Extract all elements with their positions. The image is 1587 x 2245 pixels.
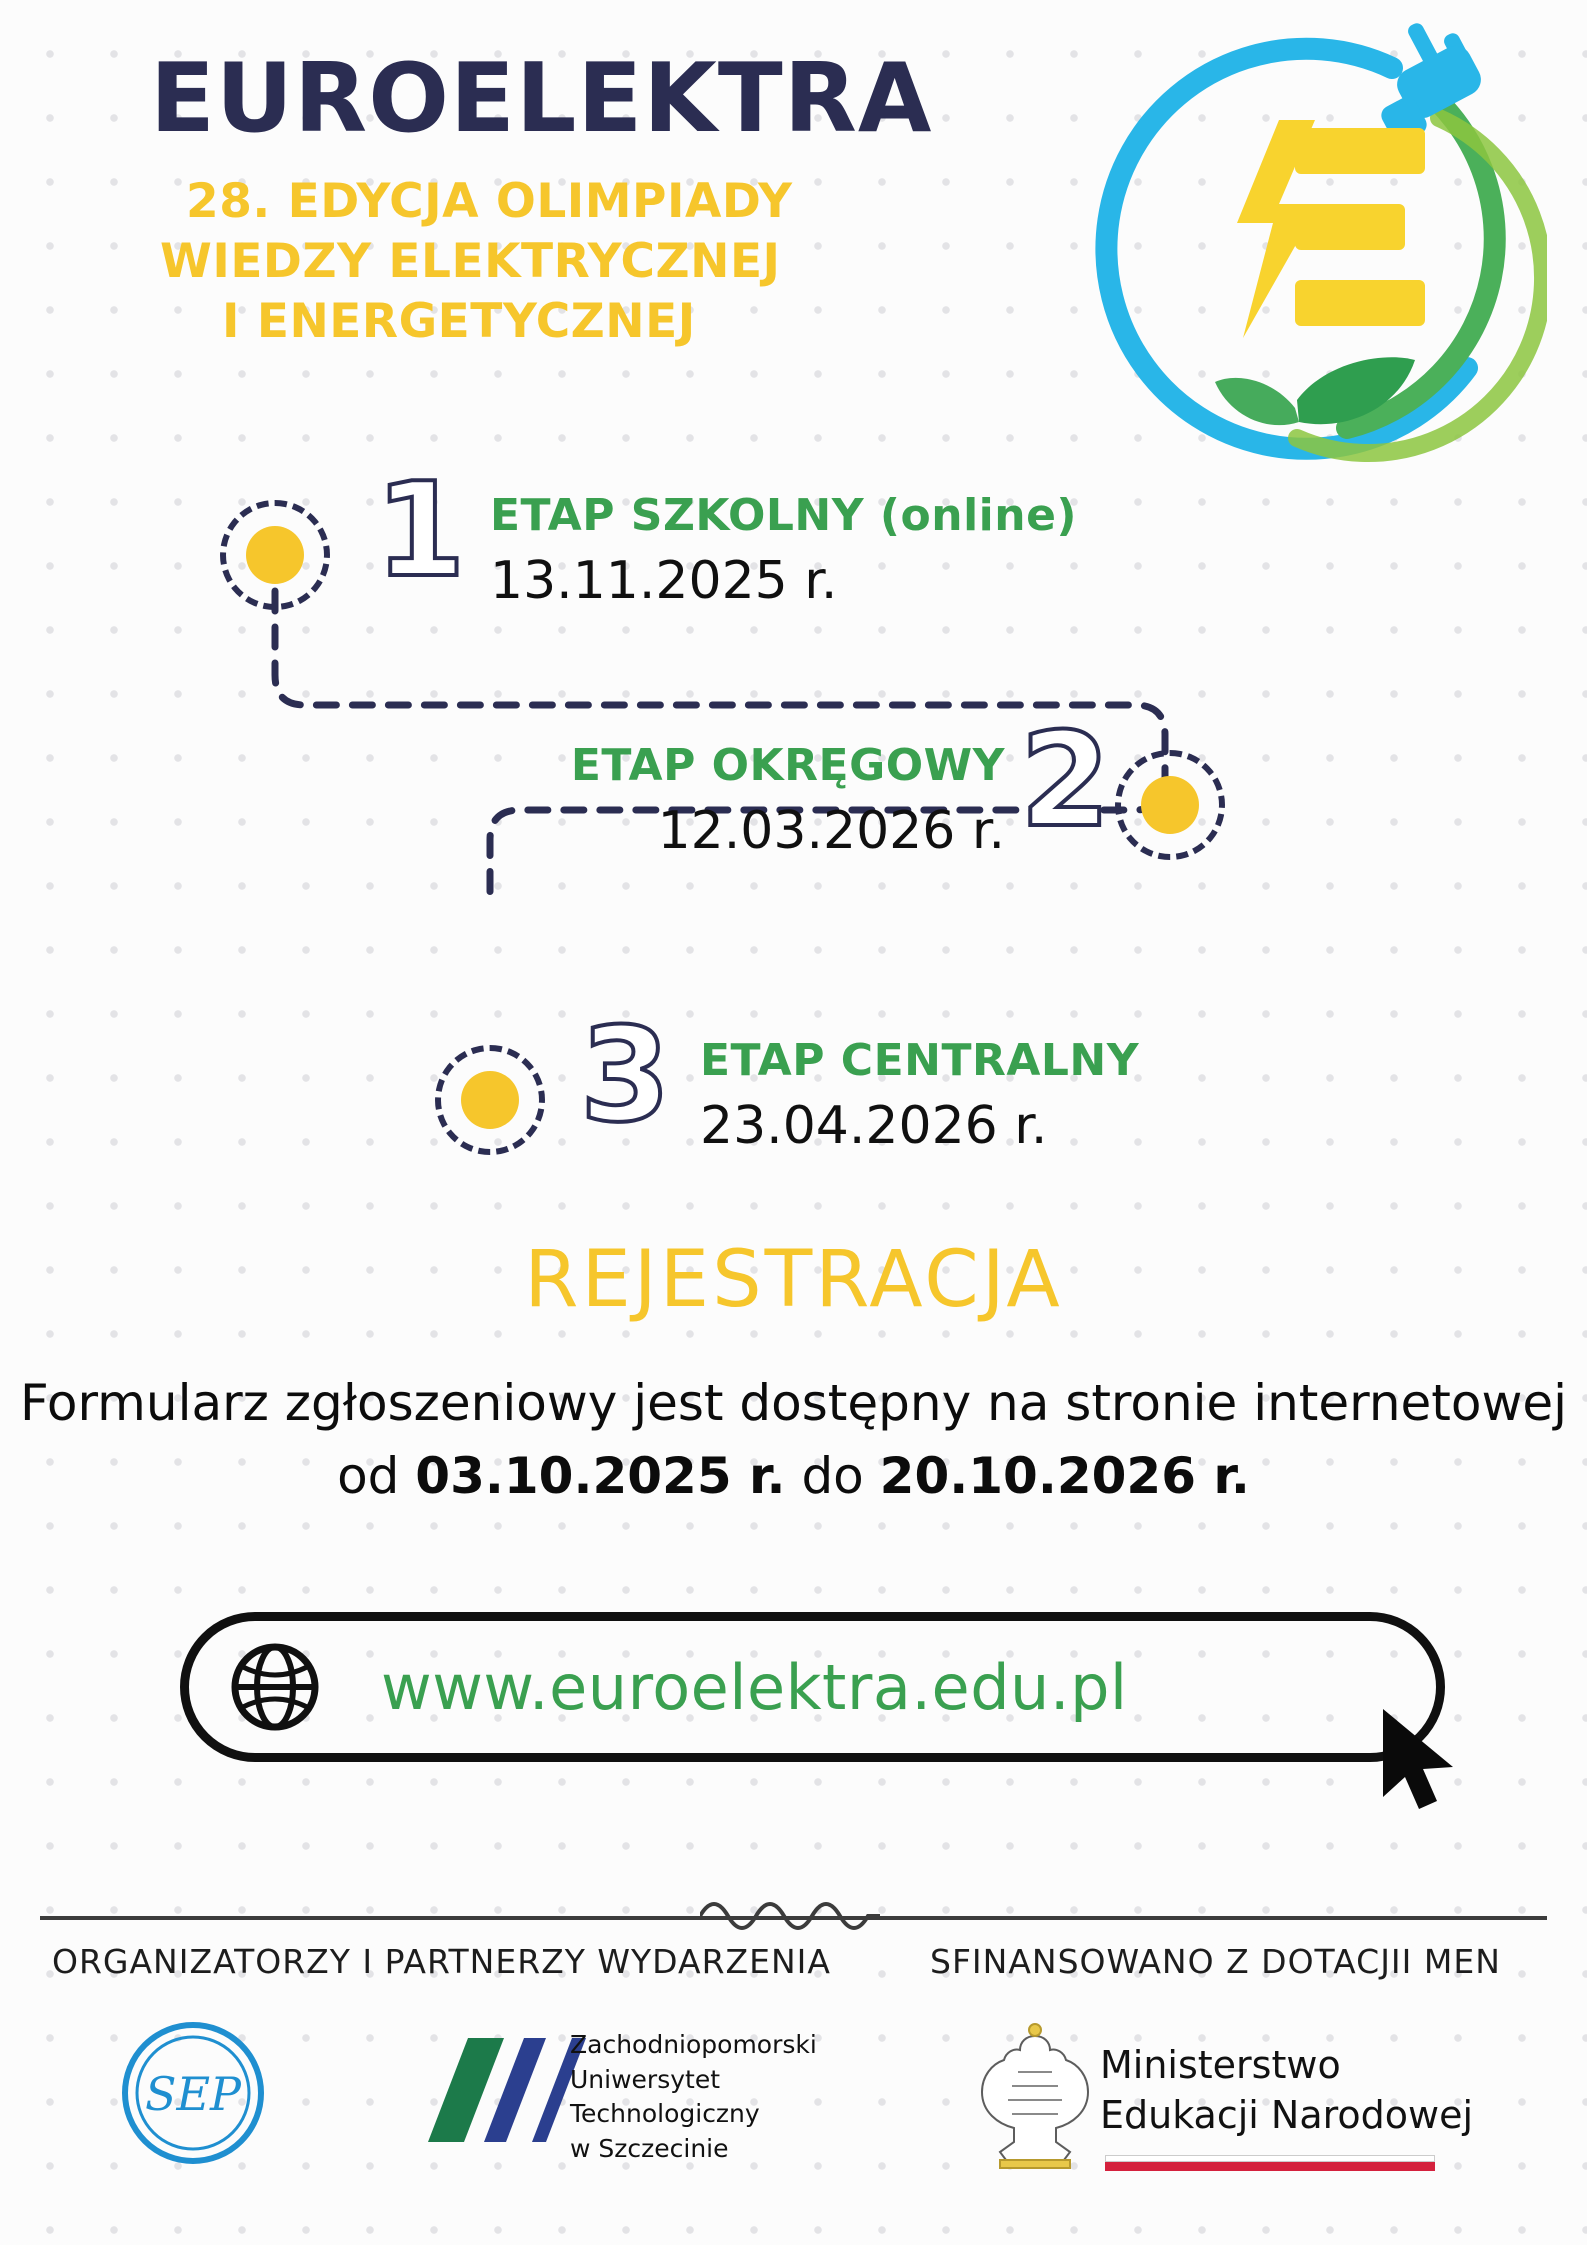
globe-icon — [229, 1641, 321, 1733]
registration-text — [0, 1367, 1587, 1512]
flag-white-bar — [1105, 2155, 1435, 2162]
page-subtitle — [150, 172, 1000, 352]
subtitle-line-2: WIEDZY ELEKTRYCZNEJ — [160, 233, 781, 289]
stage-number-1: 1 — [375, 454, 466, 606]
timeline-dot-3 — [461, 1071, 519, 1129]
stage-1-date: 13.11.2025 r. — [490, 551, 838, 611]
svg-text:SEP: SEP — [144, 2067, 242, 2121]
zut-line-1: Zachodniopomorski — [570, 2030, 817, 2059]
ministry-line-2: Edukacji Narodowej — [1100, 2093, 1474, 2138]
registration-text-part2: do — [785, 1446, 880, 1505]
stage-2-date: 12.03.2026 r. — [657, 801, 1005, 861]
stage-1-name: ETAP SZKOLNY (online) — [490, 490, 1078, 541]
title-block — [150, 44, 1000, 352]
flag-red-bar — [1105, 2162, 1435, 2171]
stage-2 — [565, 740, 1005, 861]
timeline-section — [0, 450, 1587, 1210]
footer-organizers-heading: ORGANIZATORZY I PARTNERZY WYDARZENIA — [52, 1942, 831, 1981]
ministry-line-1: Ministerstwo — [1100, 2043, 1341, 2087]
stage-1 — [490, 490, 1077, 611]
stage-3-name: ETAP CENTRALNY — [700, 1035, 1140, 1086]
polish-eagle-icon — [960, 2020, 1110, 2180]
registration-section — [0, 1235, 1587, 1512]
subtitle-line-3: I ENERGETYCZNEJ — [222, 294, 696, 350]
website-url-text[interactable]: www.euroelektra.edu.pl — [381, 1650, 1128, 1724]
zut-name-text — [570, 2028, 817, 2166]
cursor-arrow-icon — [1375, 1705, 1465, 1815]
footer-funding-heading: SFINANSOWANO Z DOTACJII MEN — [930, 1942, 1501, 1981]
letter-e-icon — [1295, 128, 1425, 326]
poster-header — [0, 0, 1587, 470]
zut-line-2: Uniwersytet — [570, 2064, 720, 2094]
timeline-dot-2 — [1141, 776, 1199, 834]
zut-line-4: w Szczecinie — [570, 2133, 729, 2163]
ministry-name-text — [1100, 2040, 1473, 2140]
stage-2-name: ETAP OKRĘGOWY — [570, 740, 1005, 791]
sep-logo-icon — [118, 2018, 268, 2168]
website-url-bar[interactable] — [180, 1612, 1445, 1762]
stage-number-3: 3 — [580, 999, 671, 1151]
timeline-dot-1 — [246, 526, 304, 584]
registration-date-from: 03.10.2025 r. — [415, 1446, 786, 1505]
stage-number-2: 2 — [1020, 704, 1111, 856]
page-title: EUROELEKTRA — [150, 44, 933, 154]
stage-3-date: 23.04.2026 r. — [700, 1096, 1048, 1156]
poster-footer — [0, 1900, 1587, 2245]
registration-date-to: 20.10.2026 r. — [879, 1446, 1250, 1505]
squiggle-icon — [700, 1896, 880, 1932]
stage-3 — [700, 1035, 1139, 1156]
registration-heading: REJESTRACJA — [524, 1235, 1063, 1325]
subtitle-line-1: 28. EDYCJA OLIMPIADY — [186, 173, 793, 229]
registration-text-part1: Formularz zgłoszeniowy jest dostępny na stronie internetowej od — [19, 1374, 1568, 1505]
zut-line-3: Technologiczny — [570, 2099, 760, 2128]
